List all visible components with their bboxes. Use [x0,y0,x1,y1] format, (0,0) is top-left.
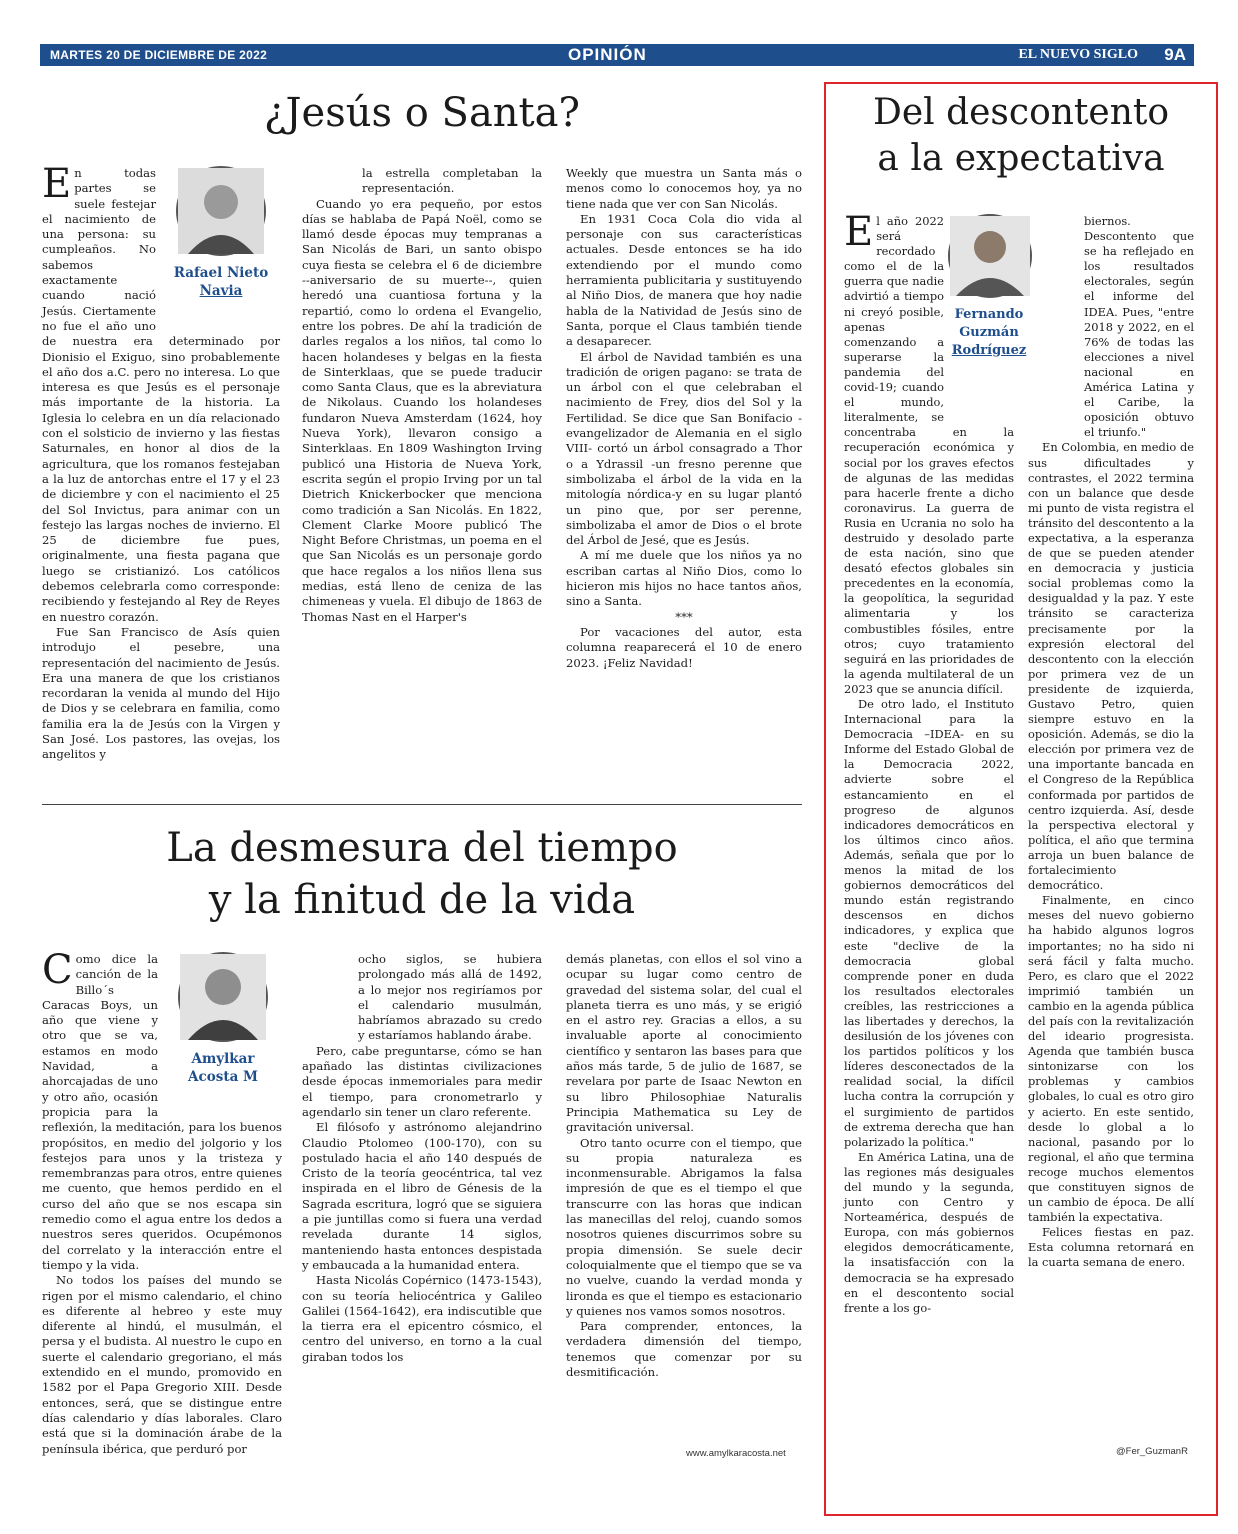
article1-title: ¿Jesús o Santa? [264,90,580,136]
article3-author-box [948,214,1030,414]
article2-column-2: ocho siglos, se hubiera prolongado más allá de 1492, a lo mejor nos regiríamos por el calendario musulmán, habríamos abrazado su credo y estaríamos hablando árabe. Pero, cabe preguntarse, cómo se han apañado las distintas civilizaciones desde épocas inmemoriales para medir el tiempo, para cronometrarlo y agendarlo sin tener un claro referente. El filósofo y astrónomo alejandrino Claudio Ptolomeo (100-170), con su postulado hacia el año 140 después de Cristo de la teoría geocéntrica, tal vez inspirada en el libro de Génesis de la Sagrada escritura, logró que se siguiera a pie juntillas como si fuera una verdad revelada durante 14 siglos, manteniendo hasta entonces despistada y embaucada a la humanidad entera. Hasta Nicolás Copérnico (1473-1543), con su teoría heliocéntrica y Galileo Galilei (1564-1642), era indiscutible que la tierra era el epicentro cósmico, el centro del universo, en torno a la cual giraban todos los [302,952,542,1364]
author-portrait-fernando-guzman [948,214,1032,298]
article2-dropcap: C [42,947,73,993]
article3-credit: @Fer_GuzmanR [1116,1446,1188,1457]
portrait-icon [178,168,264,254]
article3-title: Del descontento a la expectativa [872,92,1170,179]
article2-author-box [164,952,282,1112]
article3-column-1: Fernando Guzmán Rodríguez El año 2022 será recordado como el de la guerra que nadie advirtió a tiempo ni creyó posible, apenas comenzando a superarse la pandemia del covid-19; cuando el mundo, literalmente, se concentraba en la recuperación económica y social por los graves efectos de algunas de las medidas para hacerle frente a dicho coronavirus. La guerra de Rusia en Ucrania no solo ha destruido y desolado parte de esta nación, sino que desató efectos globales sin precedentes en la economía, la geopolítica, la seguridad alimentaria y los combustibles fósiles, entre otros; cuyo tratamiento seguirá en las prioridades de la agenda multilateral de un 2023 que se anuncia difícil. De otro lado, el Instituto Internacional para la Democracia –IDEA- en su Informe del Estado Global de la Democracia 2022, advierte sobre el estancamiento en el progreso de algunos indicadores democráticos en los últimos cinco años. Además, señala que por lo menos la mitad de los gobiernos democráticos del mundo están registrando descensos en dichos indicadores, y explica que este "declive de la democracia global comprende poner en duda los resultados electorales creíbles, las restricciones a las libertades y derechos, la desilusión de los jóvenes con los partidos políticos y los líderes desconectados de la realidad social, la difícil lucha contra la corrupción y el surgimiento de partidos de extrema derecha que han polarizado la política." En América Latina, una de las regiones más desiguales del mundo y la segunda, junto con Centro y Norteamérica, después de Europa, con más gobiernos elegidos democráticamente, la insatisfacción con la democracia se ha expresado en el descontento social frente a los go- [844,214,1014,1460]
page-number: 9A [1164,45,1186,64]
article-divider [42,804,802,805]
portrait-icon [180,954,266,1040]
article2-column-3: demás planetas, con ellos el sol vino a ocupar su lugar como centro de gravedad del sistema solar, del cual el planeta tierra es uno más, y se erigió en el astro rey. Gracias a ellos, a su invaluable aporte al conocimiento científico y sentaron las bases para que años más tarde, 5 de julio de 1687, se revelara por parte de Isaac Newton en su libro Philosophiae Naturalis Principia Mathematica su Ley de gravitación universal. Otro tanto ocurre con el tiempo, que su propia naturaleza es inconmensurable. Abrigamos la falsa impresión de que es el tiempo el que transcurre con las horas que indican las manecillas del reloj, cuando somos nosotros quienes discurrimos sobre su propia dimensión. Se suele decir coloquialmente que el tiempo que se va no vuelve, cuando la verdad monda y lironda es que el tiempo es estacionario y quienes nos vamos somos nosotros. Para comprender, entonces, la verdadera dimensión del tiempo, tenemos que comenzar por su desmitificación. [566,952,802,1380]
article2-credit: www.amylkaracosta.net [686,1448,786,1459]
article3-column-2: biernos. Descontento que se ha reflejado en los resultados electorales, según el informe del IDEA. Pues, "entre 2018 y 2022, en el 76% de todas las elecciones a nivel nacional en América Latina y el Caribe, la oposición obtuvo el triunfo." En Colombia, en medio de sus dificultades y contrastes, el 2022 termina con un balance que desde mi punto de vista registra el tránsito del descontento a la expectativa, a la esperanza de que se pueden atender en democracia y justicia social problemas como la desigualdad y la paz. Y este tránsito se caracteriza precisamente por la expresión electoral del descontento con la elección por primera vez de un presidente de izquierda, Gustavo Petro, quien siempre estuvo en la oposición. Además, se dio la elección por primera vez de una importante bancada en el Congreso de la República conformada por partidos de centro izquierda. Así, desde la perspectiva electoral y política, el año que termina arroja un buen balance de fortalecimiento democrático. Finalmente, en cinco meses del nuevo gobierno ha habido algunos logros importantes; no ha sido ni será fácil y falta mucho. Pero, es claro que el 2022 imprimió también un cambio en la agenda pública del país con la revitalización del ideario progresista. Agenda que también busca sintonizarse con los problemas y cambios globales, lo cual es otro giro y acierto. En este sentido, desde lo global a lo nacional, pasando por lo regional, el año que termina recoge muchos elementos que constituyen signos de un cambio de época. De allí también la expectativa. Felices fiestas en paz. Esta columna retornará en la cuarta semana de enero. [1028,214,1194,1270]
issue-date: MARTES 20 DE DICIEMBRE DE 2022 [50,48,268,62]
section-title: OPINIÓN [568,45,647,64]
article1-column-2: la estrella completaban la representación. Cuando yo era pequeño, por estos días se hablaba de Papá Noël, como se llamó desde épocas muy tempranas a San Nicolás de Bari, un santo obispo cuya fiesta se celebra el 6 de diciembre --aniversario de su muerte--, quien heredó una cuantiosa fortuna y la repartió, como lo ordena el Evangelio, entre los pobres. De ahí la tradición de darles regalos a los niños, tal como lo hacen holandeses y belgas en la fiesta de Sinterklaas, que se puede traducir como Santa Claus, que es la abreviatura de Nikolaus. Cuando los holandeses fundaron Nueva Amsterdam (1624, hoy Nueva York), llevaron consigo a Sinterklaas. En 1809 Washington Irving publicó una Historia de Nueva York, escrita según el propio Irving por un tal Dietrich Knickerbocker que menciona como tradición a San Nicolás. En 1822, Clement Clarke Moore publicó The Night Before Christmas, un poema en el que San Nicolás es un personaje gordo que hace regalos a los niños llena sus medias, está lleno de ceniza de las chimeneas y vuela. El dibujo de 1863 de Thomas Nast en el Harper's [302,166,542,624]
article1-dropcap: E [42,161,72,207]
author-portrait-rafael-nieto [176,166,266,256]
header-bar [40,44,1194,66]
article1-column-1: Rafael Nieto Navia En todas partes se suele festejar el nacimiento de una persona: su cumpleaños. No sabemos exactamente cuando nació Jesús. Ciertamente no fue el año uno de nuestra era determinado por Dionisio el Exiguo, sino probablemente el año dos a.C. pero no interesa. Lo que interesa es que Jesús es el personaje más importante de la historia. La Iglesia lo celebra en un día relacionado con el solsticio de invierno y las fiestas Saturnales, en honor al dios de la agricultura, que los romanos festejaban a la luz de antorchas entre el 17 y el 23 de diciembre y con el nacimiento el 25 del Sol Invictus, para animar con un festejo las largas noches de invierno. El 25 de diciembre fue pues, originalmente, una fiesta pagana que luego se cristianizó. Los católicos debemos celebrarla como corresponde: recibiendo y festejando al Rey de Reyes en nuestro corazón. Fue San Francisco de Asís quien introdujo el pesebre, una representación del nacimiento de Jesús. Era una manera de que los cristianos recordaran la venida al mundo del Hijo de Dios y se celebrara en familia, como familia era la de Jesús con la Virgen y San José. Los pastores, las ovejas, los angelitos y [42,161,280,762]
newspaper-name: EL NUEVO SIGLO [1018,47,1138,62]
article2-column-1: Amylkar Acosta M Como dice la canción de la Billo´s Caracas Boys, un año que viene y otro que se va, estamos en modo Navidad, a ahorcajadas de uno y otro año, ocasión propicia para la reflexión, la meditación, para los buenos propósitos, en medio del jolgorio y los festejos para unos y la tristeza y remembranzas para otros, entre quienes me cuento, que hemos perdido en el curso del año que se nos escapa sin remedio como el agua entre los dedos a nuestros seres queridos. Ocupémonos del correlato y la interacción entre el tiempo y la vida. No todos los países del mundo se rigen por el mismo calendario, el chino es diferente al hebreo y este muy diferente al hindú, el musulmán, el persa y el budista. Al nuestro le cupo en suerte el calendario gregoriano, el más extendido en el mundo, promovido en 1582 por el Papa Gregorio XIII. Desde entonces, será, que se distingue entre días calendario y días laborales. Claro está que si la dominación árabe de la península ibérica, que perduró por [42,947,283,1456]
author-portrait-amylkar-acosta [178,952,268,1042]
article1-column-3: Weekly que muestra un Santa más o menos como lo conocemos hoy, ya no tiene nada que ver con San Nicolás. En 1931 Coca Cola dio vida al personaje con sus características actuales. Desde entonces se ha ido extendiendo por el mundo como herramienta publicitaria y sustituyendo al Niño Dios, de manera que hoy nadie habla de la Natividad de Jesús sino de Santa, porque el Claus también tiende a desaparecer. El árbol de Navidad también es una tradición de origen pagano: se trata de un árbol con el que celebraban el nacimiento de Frey, dios del Sol y la Fertilidad. Se dice que San Bonifacio -evangelizador de Alemania en el siglo VIII- cortó un árbol consagrado a Thor o a Ydrassil -un fresno perenne que simbolizaba el árbol de la vida en la mitología nórdica-y en su lugar plantó un pino que, por ser perenne, simbolizaba el amor de Dios o el brote del Árbol de Jesé, que es Jesús. A mí me duele que los niños ya no escriban cartas al Niño Dios, como lo hicieron mis hijos no hace tantos años, sino a Santa. *** Por vacaciones del autor, esta columna reaparecerá el 10 de enero 2023. ¡Feliz Navidad! [566,166,802,670]
article1-author-name: Rafael Nieto Navia [173,265,269,299]
article2-title: La desmesura del tiempo y la finitud de la vida [166,825,678,923]
article2-author-name: Amylkar Acosta M [188,1051,258,1085]
article3-dropcap: E [844,209,874,255]
article1-author-box [162,166,280,328]
article3-author-name: Fernando Guzmán Rodríguez [951,307,1027,358]
portrait-icon [950,216,1030,296]
